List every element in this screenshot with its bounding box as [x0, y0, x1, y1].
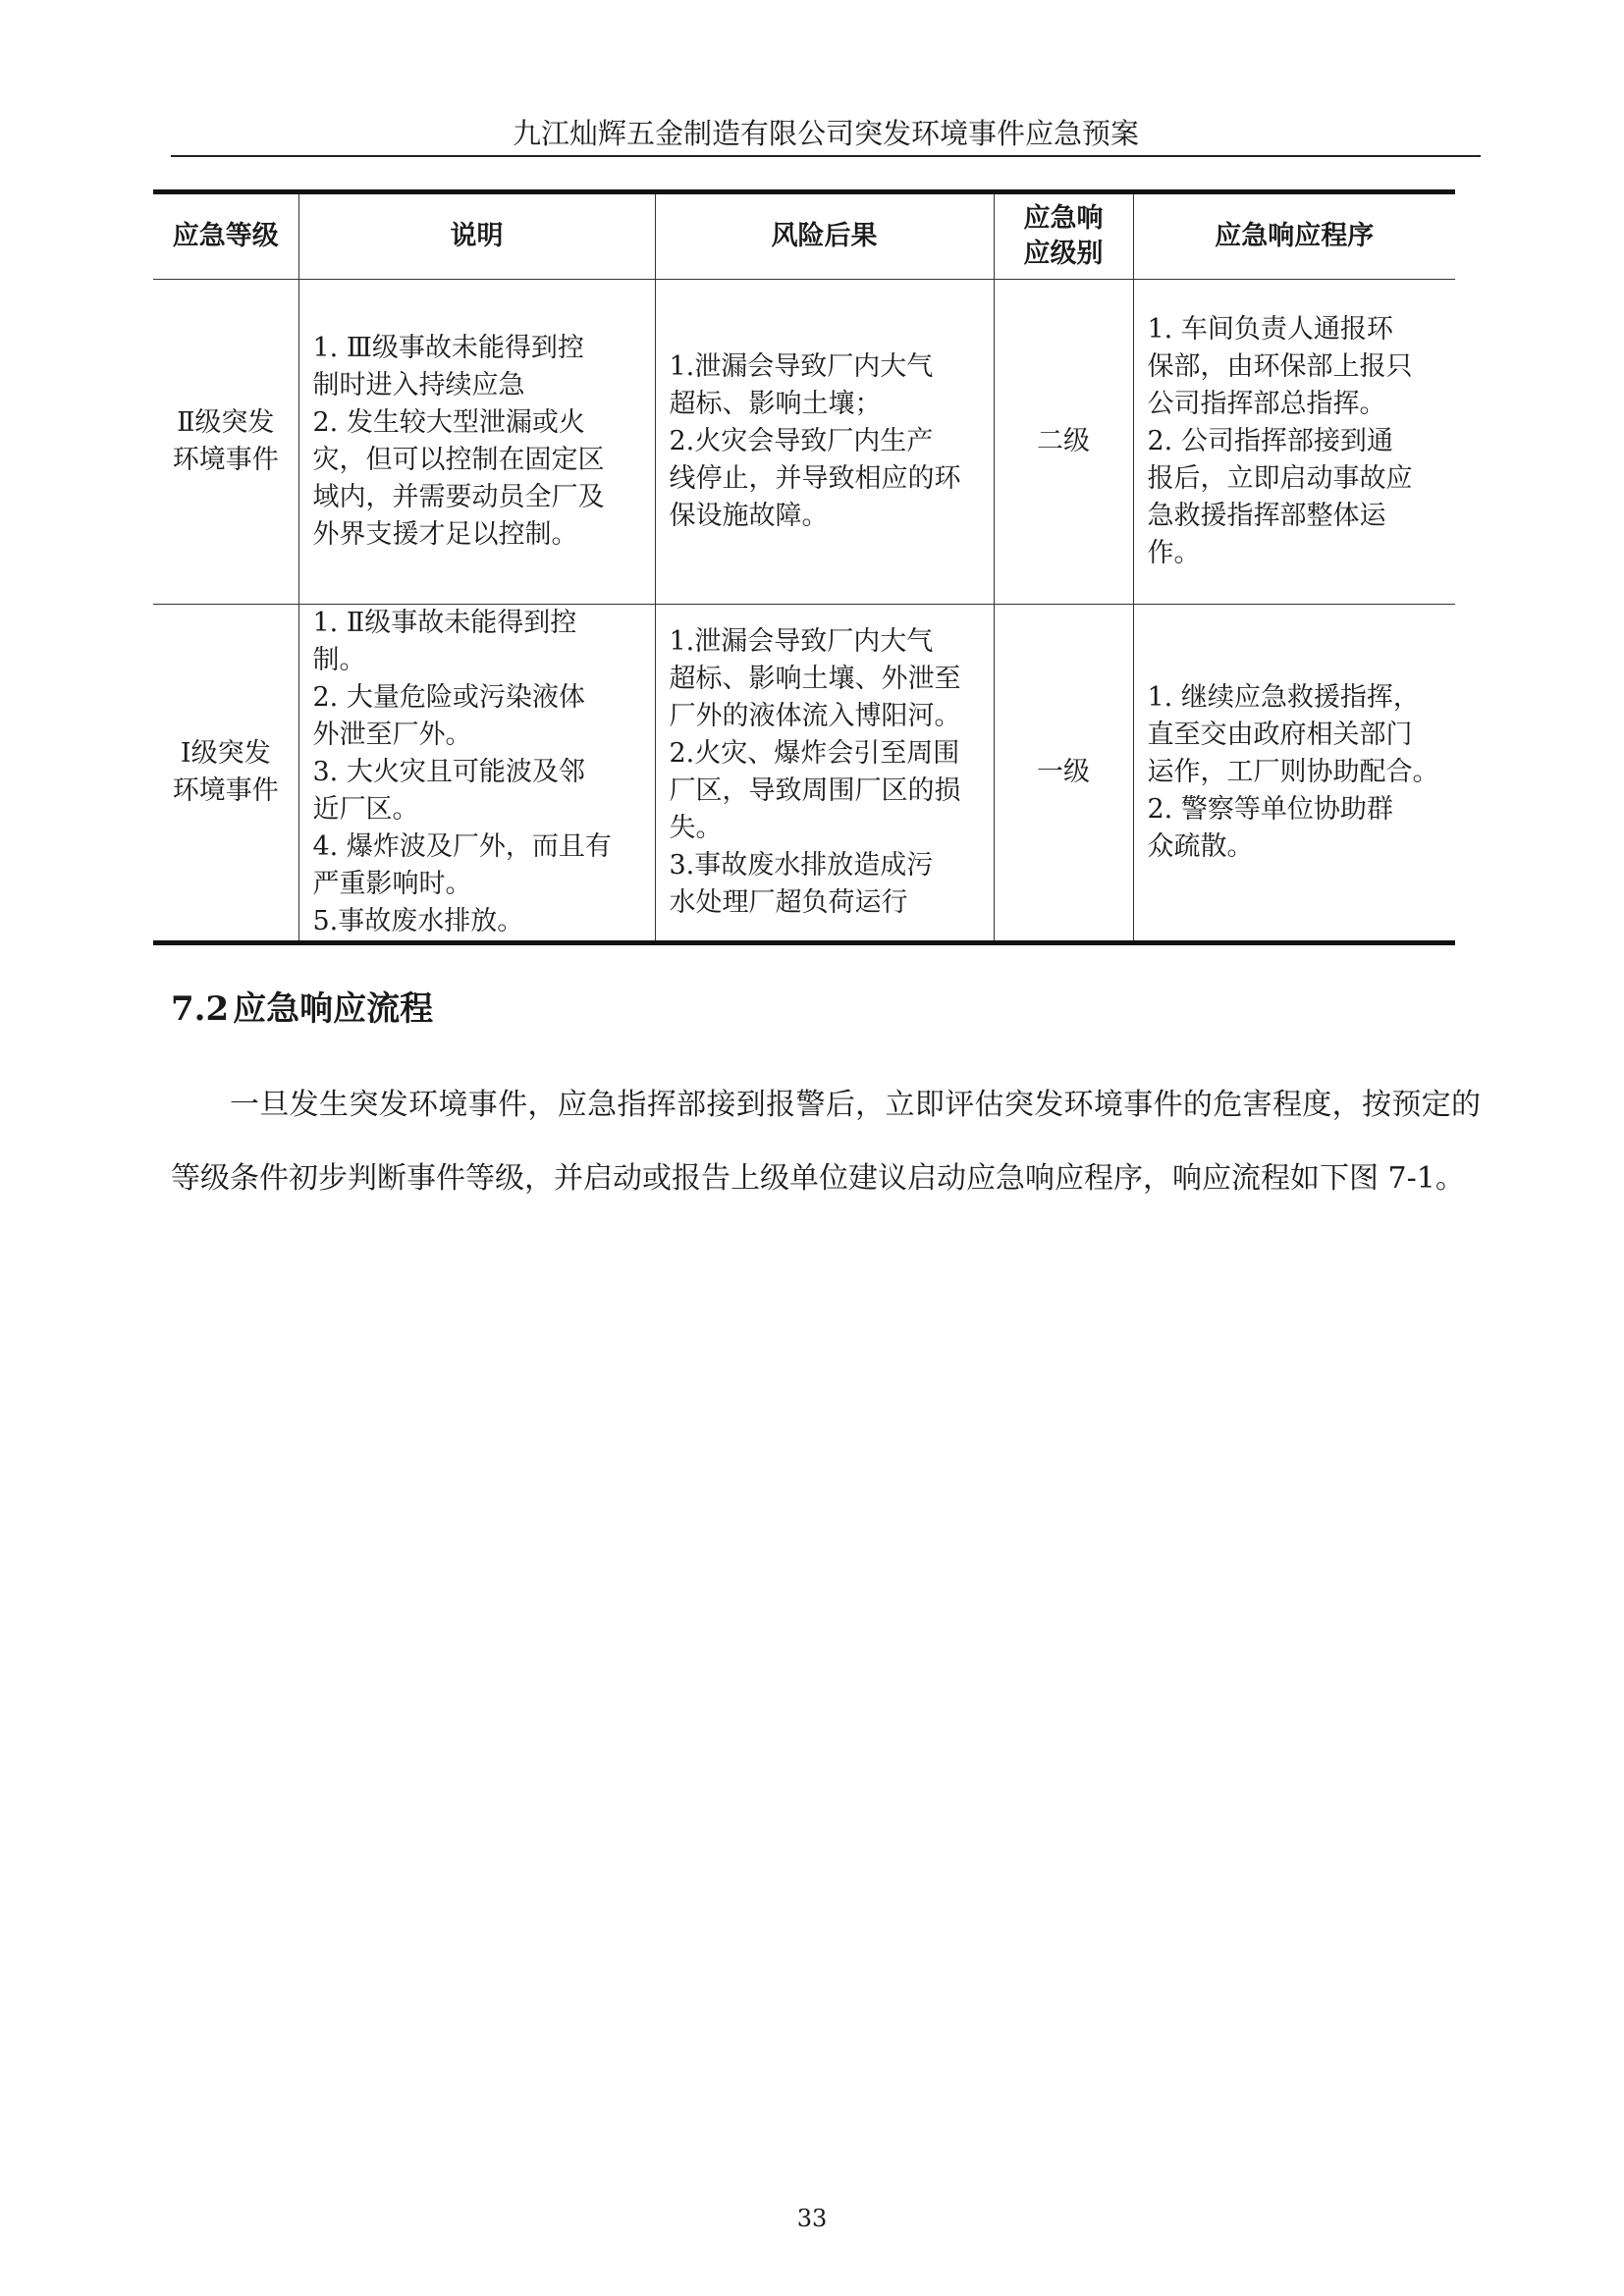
description-cell: 1. Ⅲ级事故未能得到控 制时进入持续应急 2. 发生较大型泄漏或火 灾，但可以控制在固定区 域内，并需要动员全厂及 外界支援才足以控制。 [298, 280, 655, 605]
table-header-row [153, 192, 1455, 280]
grade-cell: Ⅰ级突发 环境事件 [153, 605, 298, 943]
header-divider [171, 155, 1481, 157]
procedure-cell: 1. 车间负责人通报环 保部，由环保部上报只 公司指挥部总指挥。 2. 公司指挥部接到通 报后，立即启动事故应 急救援指挥部整体运 作。 [1133, 280, 1455, 605]
col-header-grade: 应急等级 [153, 192, 298, 280]
section-title: 应急响应流程 [233, 989, 434, 1029]
section-heading [171, 987, 433, 1032]
table-row [153, 605, 1455, 943]
response-level-cell: 二级 [994, 280, 1133, 605]
col-header-consequence: 风险后果 [655, 192, 994, 280]
grade-cell: Ⅱ级突发 环境事件 [153, 280, 298, 605]
response-level-cell: 一级 [994, 605, 1133, 943]
col-header-procedure: 应急响应程序 [1133, 192, 1455, 280]
section-number: 7.2 [171, 989, 230, 1029]
col-header-response-level: 应急响 应级别 [994, 192, 1133, 280]
emergency-level-table [153, 189, 1455, 945]
consequence-cell: 1.泄漏会导致厂内大气 超标、影响土壤； 2.火灾会导致厂内生产 线停止，并导致相应的环 保设施故障。 [655, 280, 994, 605]
page-number: 33 [796, 2205, 828, 2232]
table-row [153, 280, 1455, 605]
description-cell: 1. Ⅱ级事故未能得到控 制。 2. 大量危险或污染液体 外泄至厂外。 3. 大火灾且可能波及邻 近厂区。 4. 爆炸波及厂外，而且有 严重影响时。 5.事故废水排放。 [298, 605, 655, 943]
col-header-description: 说明 [298, 192, 655, 280]
procedure-cell: 1. 继续应急救援指挥， 直至交由政府相关部门 运作，工厂则协助配合。 2. 警察等单位协助群 众疏散。 [1133, 605, 1455, 943]
body-paragraph: 一旦发生突发环境事件，应急指挥部接到报警后，立即评估突发环境事件的危害程度，按预定的等级条件初步判断事件等级，并启动或报告上级单位建议启动应急响应程序，响应流程如下图 7-1。 [171, 1088, 1481, 1196]
page-header-title: 九江灿辉五金制造有限公司突发环境事件应急预案 [512, 117, 1139, 150]
consequence-cell: 1.泄漏会导致厂内大气 超标、影响土壤、外泄至 厂外的液体流入博阳河。 2.火灾、爆炸会引至周围 厂区，导致周围厂区的损 失。 3.事故废水排放造成污 水处理厂超负荷运行 [655, 605, 994, 943]
